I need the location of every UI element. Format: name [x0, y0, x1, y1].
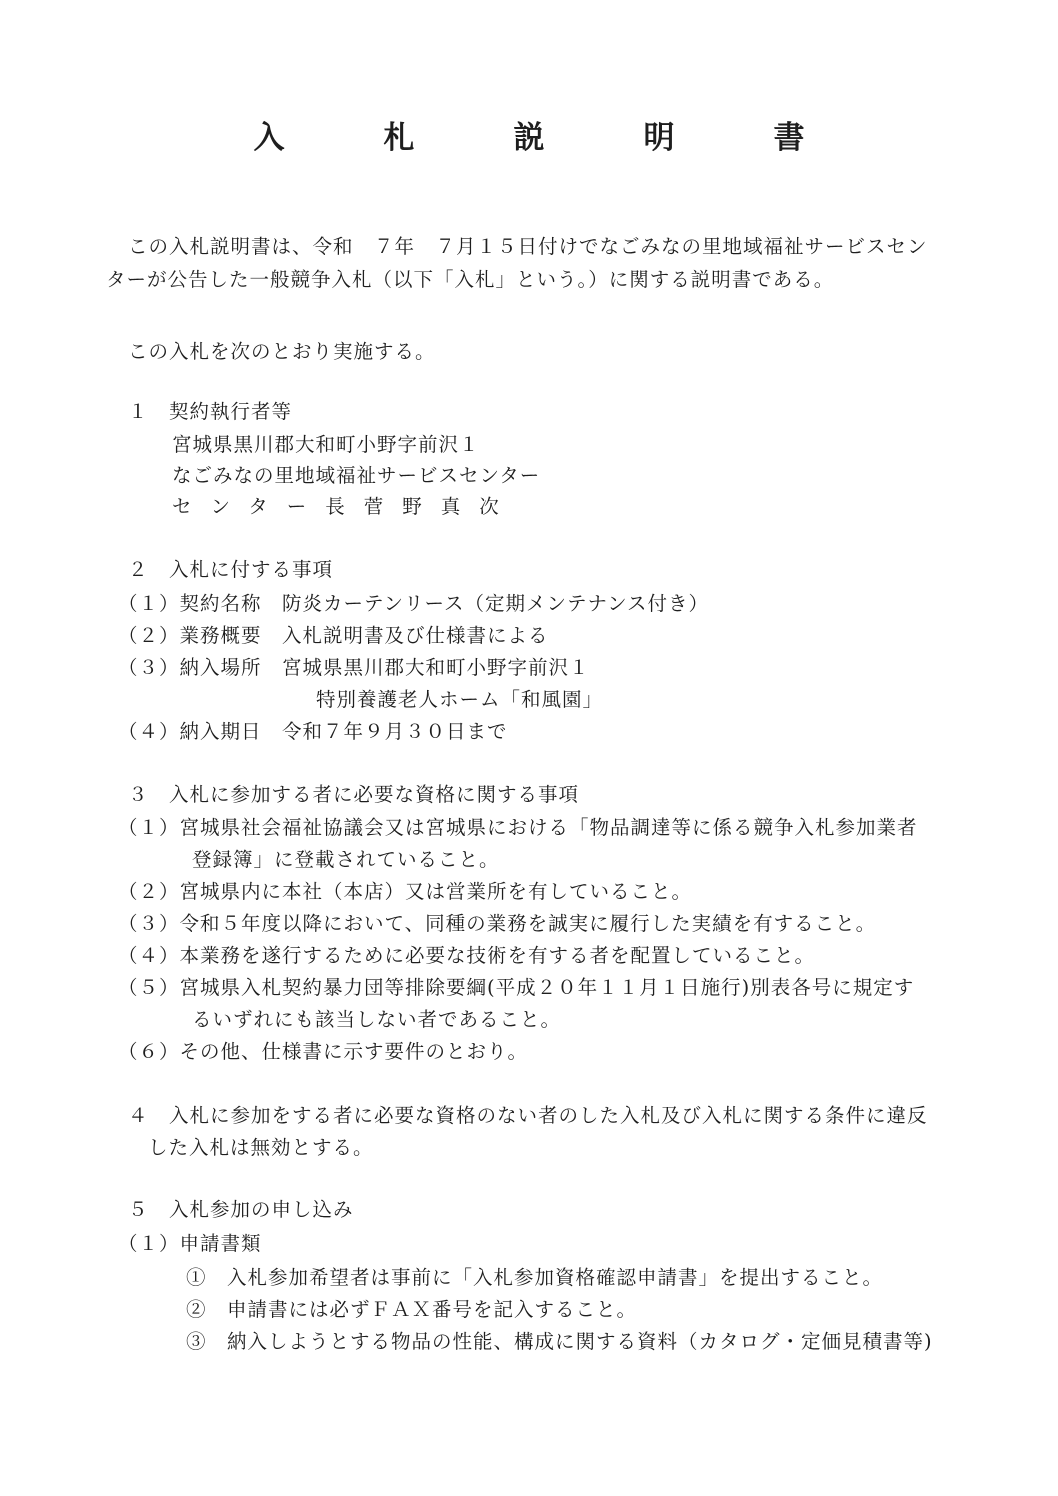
section3-heading: ３ 入札に参加する者に必要な資格に関する事項: [128, 783, 580, 806]
section5-sub-1: （１）申請書類: [118, 1232, 262, 1255]
section3-item-1-cont: 登録簿」に登載されていること。: [192, 848, 500, 871]
section2-item-1: （１）契約名称 防炎カーテンリース（定期メンテナンス付き）: [118, 592, 709, 615]
section3-item-6: （６）その他、仕様書に示す要件のとおり。: [118, 1040, 529, 1063]
intro-line-3: この入札を次のとおり実施する。: [128, 340, 436, 363]
intro-line-1: この入札説明書は、令和 ７年 ７月１５日付けでなごみなの里地域福祉サービスセン: [128, 235, 928, 258]
section2-item-2: （２）業務概要 入札説明書及び仕様書による: [118, 624, 549, 647]
section3-item-5-cont: るいずれにも該当しない者であること。: [192, 1008, 562, 1031]
section1-heading: １ 契約執行者等: [128, 400, 293, 423]
section4-line-1: ４ 入札に参加をする者に必要な資格のない者のした入札及び入札に関する条件に違反: [128, 1104, 928, 1127]
section5-item-c1: ① 入札参加希望者は事前に「入札参加資格確認申請書」を提出すること。: [186, 1266, 884, 1289]
section1-person: センター長菅野真次: [172, 495, 518, 518]
section3-item-5: （５）宮城県入札契約暴力団等排除要綱(平成２０年１１月１日施行)別表各号に規定す: [118, 976, 915, 999]
section1-address: 宮城県黒川郡大和町小野字前沢１: [172, 433, 480, 456]
section3-item-1: （１）宮城県社会福祉協議会又は宮城県における「物品調達等に係る競争入札参加業者: [118, 816, 918, 839]
section2-item-4: （４）納入期日 令和７年９月３０日まで: [118, 720, 508, 743]
section1-org: なごみなの里地域福祉サービスセンター: [172, 464, 541, 487]
section5-item-c3: ③ 納入しようとする物品の性能、構成に関する資料（カタログ・定価見積書等): [186, 1330, 933, 1353]
section4-line-2: した入札は無効とする。: [148, 1136, 374, 1159]
section3-item-4: （４）本業務を遂行するために必要な技術を有する者を配置していること。: [118, 944, 816, 967]
section3-item-2: （２）宮城県内に本社（本店）又は営業所を有していること。: [118, 880, 693, 903]
section2-item-3-cont: 特別養護老人ホーム「和風園」: [316, 688, 604, 711]
document-title: 入 札 説 明 書: [253, 120, 839, 156]
section5-heading: ５ 入札参加の申し込み: [128, 1198, 354, 1221]
section2-item-3: （３）納入場所 宮城県黒川郡大和町小野字前沢１: [118, 656, 590, 679]
intro-line-2: ターが公告した一般競争入札（以下「入札」という。）に関する説明書である。: [106, 268, 835, 291]
section2-heading: ２ 入札に付する事項: [128, 558, 334, 581]
section3-item-3: （３）令和５年度以降において、同種の業務を誠実に履行した実績を有すること。: [118, 912, 877, 935]
section5-item-c2: ② 申請書には必ずＦＡＸ番号を記入すること。: [186, 1298, 638, 1321]
